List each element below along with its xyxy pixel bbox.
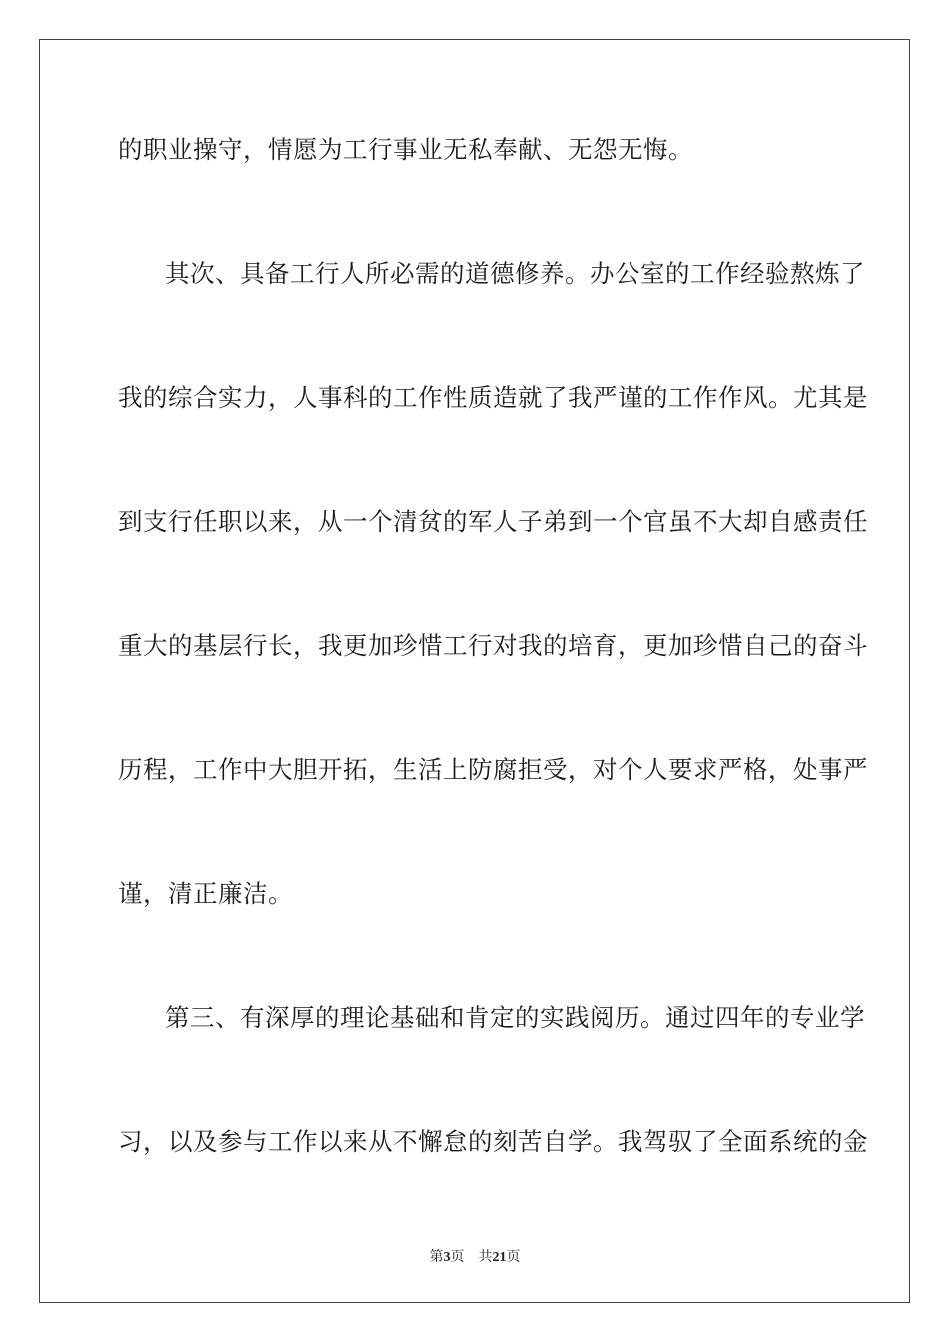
paragraph-start-line: 第三、有深厚的理论基础和肯定的实践阅历。通过四年的专业学 — [165, 1003, 865, 1032]
text-line: 历程，工作中大胆开拓，生活上防腐拒受，对个人要求严格，处事严 — [118, 755, 868, 784]
text-line: 到支行任职以来，从一个清贫的军人子弟到一个官虽不大却自感责任 — [118, 507, 868, 536]
page-number: 3 — [443, 1250, 451, 1265]
text-line: 谨，清正廉洁。 — [118, 879, 293, 908]
text-line: 重大的基层行长，我更加珍惜工行对我的培育，更加珍惜自己的奋斗 — [118, 631, 868, 660]
paragraph-start-line: 其次、具备工行人所必需的道德修养。办公室的工作经验熬炼了 — [165, 259, 865, 288]
page-border — [39, 39, 910, 1303]
page-prefix: 第 — [429, 1249, 444, 1265]
text-line: 的职业操守，情愿为工行事业无私奉献、无怨无悔。 — [118, 135, 693, 164]
total-suffix: 页 — [506, 1249, 521, 1265]
text-line: 我的综合实力，人事科的工作性质造就了我严谨的工作作风。尤其是 — [118, 383, 868, 412]
total-prefix: 共 — [478, 1249, 493, 1265]
page-footer — [0, 1248, 950, 1267]
text-line: 习，以及参与工作以来从不懈怠的刻苦自学。我驾驭了全面系统的金 — [118, 1127, 868, 1156]
page-suffix: 页 — [450, 1249, 465, 1265]
total-pages: 21 — [492, 1250, 507, 1265]
